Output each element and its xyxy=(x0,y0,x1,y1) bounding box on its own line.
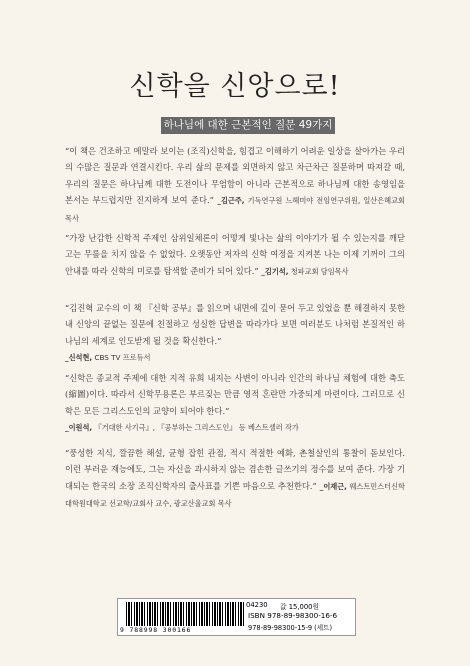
author-name: _김기석, xyxy=(261,266,289,276)
endorsement-2 xyxy=(65,230,405,280)
endorsement-text: “이 책은 건조하고 메말라 보이는 (조직)신학을, 힘겹고 이해하기 어려운 일상을 살아가는 우리의 수많은 질문과 연결시킨다. 우리 삶의 문제를 외면하지 않고 차근차근 질문하며 따져갈 때, 우리의 질문은 하나님께 대한 도전이나 무엄함이 아니라 근본적으로 하나님께 대한 송영임을 본서는 부드럽지만 진지하게 보여 준다.” xyxy=(65,146,405,206)
endorsement-text: “풍성한 지식, 깔끔한 해설, 균형 잡힌 관점, 적시 적절한 예화, 촌철살인의 통찰이 돋보인다. 이런 부러운 재능에도, 그는 자신을 과시하지 않는 겸손한 글쓰기의 정수를 보여 준다. 가장 기대되는 한국의 소장 조직신학자의 출사표를 기쁜 마음으로 추천한다.” xyxy=(65,448,405,491)
barcode-bars xyxy=(126,602,244,626)
isbn-number: ISBN 978-89-98300-16-6 xyxy=(248,611,338,620)
endorsement-5 xyxy=(65,445,405,513)
author-name: _이재근, xyxy=(319,481,347,491)
author-role: 웨스트민스터신학대학원대학교 선교학/교회사 교수, 광교산울교회 목사 xyxy=(65,481,405,509)
barcode-digits: 9 788998 300166 xyxy=(120,626,192,634)
author-name: _이원석, xyxy=(65,423,93,433)
author-role: 『거대한 사기극』, 『공부하는 그리스도인』 등 베스트셀러 작가 xyxy=(92,423,299,433)
endorsement-3 xyxy=(65,300,405,367)
author-role: CBS TV 프로듀서 xyxy=(92,353,151,363)
isbn-set-number: 978-89-98300-15-9 (세트) xyxy=(248,624,333,632)
endorsement-author xyxy=(65,423,299,432)
author-role: 기독연구원 느헤미야 전임연구위원, 일산은혜교회 목사 xyxy=(65,196,406,223)
author-name: _김근주, xyxy=(217,196,245,206)
endorsement-text: “신학은 종교적 주제에 대한 지적 유희 내지는 사변이 아니라 인간의 하나님 체험에 대한 축도(縮圖)이다. 따라서 신학무용론은 부르짖는 만큼 영적 혼란만 가중되게 마련이다. 그러므로 신학은 모든 그리스도인의 교양이 되어야 한다.” xyxy=(65,373,405,416)
endorsement-text: “가장 난감한 신학적 주제인 삼위일체론이 어떻게 빛나는 삶의 이야기가 될 수 있는지를 깨닫고는 무릎을 치지 않을 수 없었다. 오랫동안 저자의 신학 여정을 지켜본 나는 이제 기꺼이 그의 안내를 따라 신학의 미로를 탐색할 준비가 되어 있다.” xyxy=(65,233,405,276)
book-price: 값 15,000원 xyxy=(280,603,320,611)
author-role: 청파교회 담임목사 xyxy=(288,266,349,276)
author-name: _신석현, xyxy=(65,353,93,363)
isbn-barcode xyxy=(117,598,356,636)
endorsement-author xyxy=(65,353,150,362)
book-subtitle: 하나님에 대한 근본적인 질문 49가지 xyxy=(161,117,335,134)
endorsement-text: “김진혁 교수의 이 책 『신학 공부』를 읽으며 내면에 깊이 묻어 두고 있었을 뿐 해결하지 못한 내 신앙의 끝없는 질문에 친절하고 성실한 답변을 따라가다 보면 여러분도 나처럼 본질적인 하나님의 세계로 인도받게 될 것을 확신한다.” xyxy=(65,303,405,346)
endorsement-4 xyxy=(65,370,405,437)
book-title: 신학을 신앙으로! xyxy=(129,71,341,102)
endorsement-author xyxy=(261,267,348,276)
barcode-addon-code: 04230 xyxy=(246,601,268,609)
endorsement-1 xyxy=(65,143,405,227)
